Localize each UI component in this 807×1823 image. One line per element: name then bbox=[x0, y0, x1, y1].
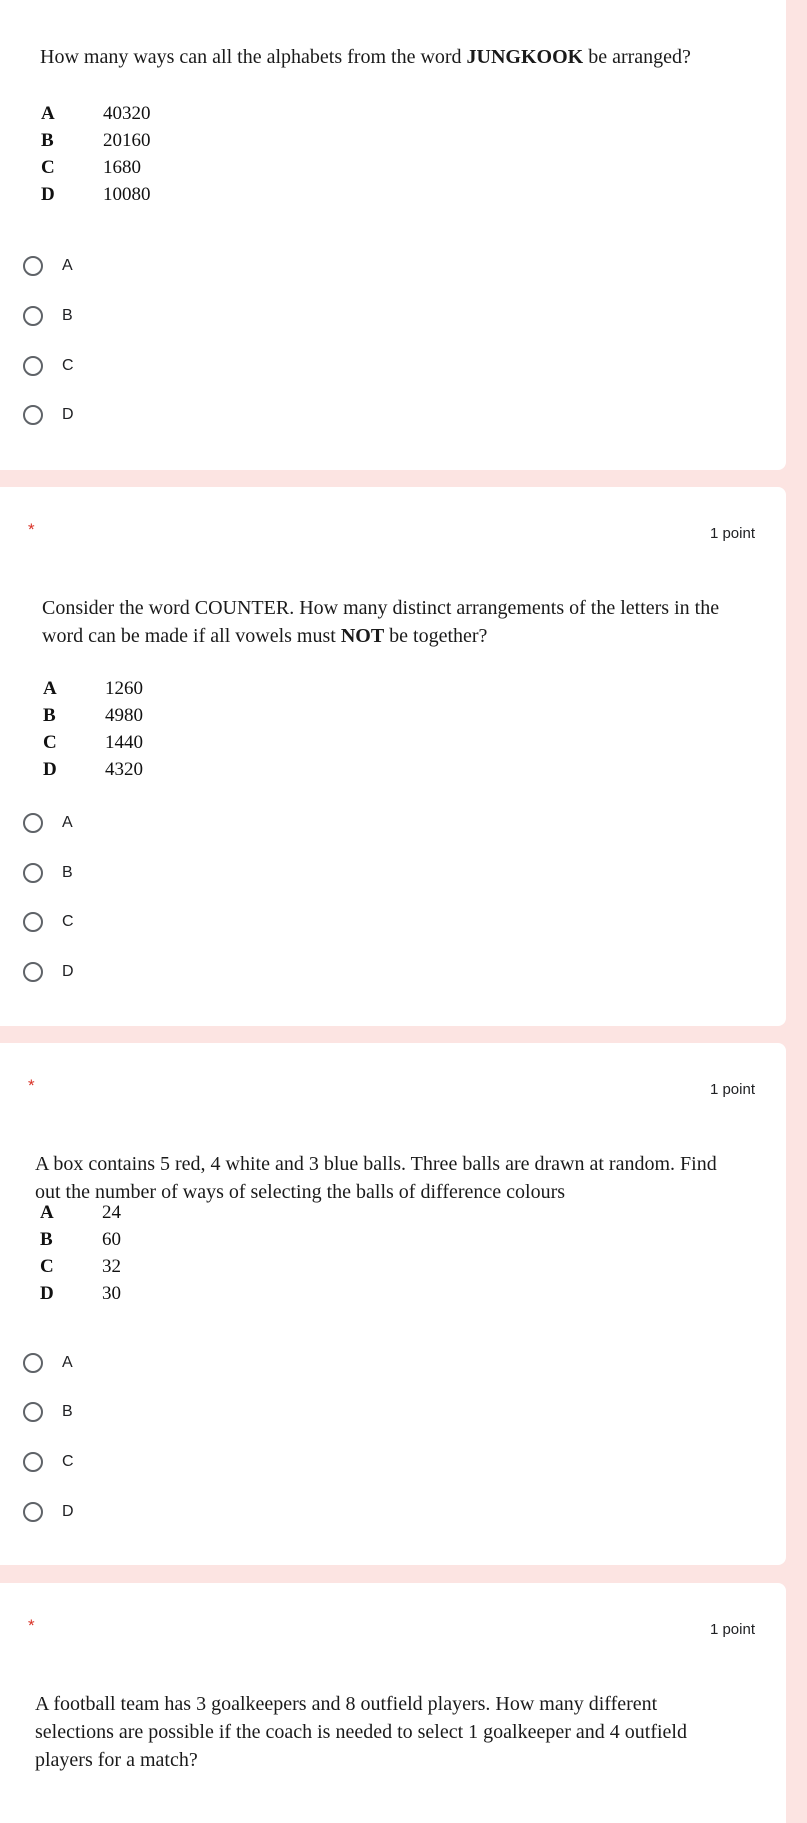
option-letter: A bbox=[43, 678, 57, 699]
question-2-line: Consider the word COUNTER. How many distinct arrangements of the letters in the bbox=[42, 597, 720, 619]
radio-circle-icon[interactable] bbox=[23, 306, 43, 326]
question-card-1 bbox=[0, 0, 786, 470]
radio-circle-icon[interactable] bbox=[23, 1502, 43, 1522]
question-3-line: A box contains 5 red, 4 white and 3 blue balls. Three balls are drawn at random. Find bbox=[35, 1153, 717, 1175]
question-2-keyword: NOT bbox=[340, 625, 385, 647]
radio-option-b[interactable] bbox=[23, 1397, 73, 1427]
radio-circle-icon[interactable] bbox=[23, 356, 43, 376]
radio-label: A bbox=[62, 257, 73, 274]
question-4-line: selections are possible if the coach is needed to select 1 goalkeeper and 4 outfield bbox=[35, 1721, 687, 1743]
option-value: 20160 bbox=[103, 130, 151, 151]
option-letter: B bbox=[40, 1229, 53, 1250]
radio-option-a[interactable] bbox=[23, 251, 73, 281]
radio-option-b[interactable] bbox=[23, 858, 73, 888]
radio-label: C bbox=[62, 913, 74, 930]
option-value: 4980 bbox=[105, 705, 143, 726]
radio-label: B bbox=[62, 1403, 73, 1420]
question-1-keyword: JUNGKOOK bbox=[466, 46, 584, 68]
radio-label: C bbox=[62, 1453, 74, 1470]
radio-circle-icon[interactable] bbox=[23, 1353, 43, 1373]
option-letter: D bbox=[43, 759, 57, 780]
radio-circle-icon[interactable] bbox=[23, 1452, 43, 1472]
radio-option-a[interactable] bbox=[23, 808, 73, 838]
question-1-text bbox=[40, 43, 691, 71]
question-2-text-part: word can be made if all vowels must bbox=[42, 625, 341, 647]
option-value: 4320 bbox=[105, 759, 143, 780]
radio-option-d[interactable] bbox=[23, 1497, 74, 1527]
radio-circle-icon[interactable] bbox=[23, 863, 43, 883]
question-4-text bbox=[35, 1690, 687, 1774]
question-3-text bbox=[35, 1150, 717, 1206]
option-letter: B bbox=[41, 130, 54, 151]
radio-circle-icon[interactable] bbox=[23, 1402, 43, 1422]
option-letter: A bbox=[40, 1202, 54, 1223]
question-1-text-part: How many ways can all the alphabets from the word bbox=[40, 46, 467, 68]
option-value: 24 bbox=[102, 1202, 121, 1223]
radio-label: B bbox=[62, 307, 73, 324]
question-3-line: out the number of ways of selecting the balls of difference colours bbox=[35, 1181, 566, 1203]
radio-circle-icon[interactable] bbox=[23, 962, 43, 982]
option-value: 10080 bbox=[103, 184, 151, 205]
points-label: 1 point bbox=[709, 525, 755, 542]
required-asterisk: * bbox=[28, 520, 35, 539]
radio-circle-icon[interactable] bbox=[23, 256, 43, 276]
option-value: 1260 bbox=[105, 678, 143, 699]
radio-option-c[interactable] bbox=[23, 1447, 74, 1477]
question-2-text bbox=[42, 594, 719, 650]
radio-label: D bbox=[62, 1503, 74, 1520]
radio-circle-icon[interactable] bbox=[23, 405, 43, 425]
radio-label: D bbox=[62, 406, 74, 423]
option-letter: C bbox=[43, 732, 57, 753]
question-card-3 bbox=[0, 1043, 786, 1565]
radio-circle-icon[interactable] bbox=[23, 912, 43, 932]
required-asterisk: * bbox=[28, 1616, 35, 1635]
question-2-line bbox=[42, 622, 719, 650]
required-asterisk: * bbox=[28, 1076, 35, 1095]
radio-circle-icon[interactable] bbox=[23, 813, 43, 833]
radio-label: A bbox=[62, 814, 73, 831]
question-4-line: players for a match? bbox=[35, 1749, 198, 1771]
radio-label: D bbox=[62, 963, 74, 980]
question-1-text-part: be arranged? bbox=[583, 46, 691, 68]
radio-option-a[interactable] bbox=[23, 1348, 73, 1378]
option-letter: D bbox=[40, 1283, 54, 1304]
option-letter: A bbox=[41, 103, 55, 124]
option-value: 60 bbox=[102, 1229, 121, 1250]
question-card-4 bbox=[0, 1583, 786, 1823]
option-value: 1680 bbox=[103, 157, 141, 178]
option-value: 1440 bbox=[105, 732, 143, 753]
question-4-line: A football team has 3 goalkeepers and 8 outfield players. How many different bbox=[35, 1693, 658, 1715]
option-letter: D bbox=[41, 184, 55, 205]
option-letter: C bbox=[40, 1256, 54, 1277]
radio-option-c[interactable] bbox=[23, 907, 74, 937]
option-letter: C bbox=[41, 157, 55, 178]
radio-option-b[interactable] bbox=[23, 301, 73, 331]
points-label: 1 point bbox=[709, 1621, 755, 1638]
question-card-2 bbox=[0, 487, 786, 1026]
radio-option-c[interactable] bbox=[23, 351, 74, 381]
question-2-text-part: be together? bbox=[384, 625, 488, 647]
radio-label: C bbox=[62, 357, 74, 374]
option-value: 30 bbox=[102, 1283, 121, 1304]
radio-label: B bbox=[62, 864, 73, 881]
radio-label: A bbox=[62, 1354, 73, 1371]
radio-option-d[interactable] bbox=[23, 400, 74, 430]
radio-option-d[interactable] bbox=[23, 957, 74, 987]
option-letter: B bbox=[43, 705, 56, 726]
option-value: 40320 bbox=[103, 103, 151, 124]
points-label: 1 point bbox=[709, 1081, 755, 1098]
option-value: 32 bbox=[102, 1256, 121, 1277]
